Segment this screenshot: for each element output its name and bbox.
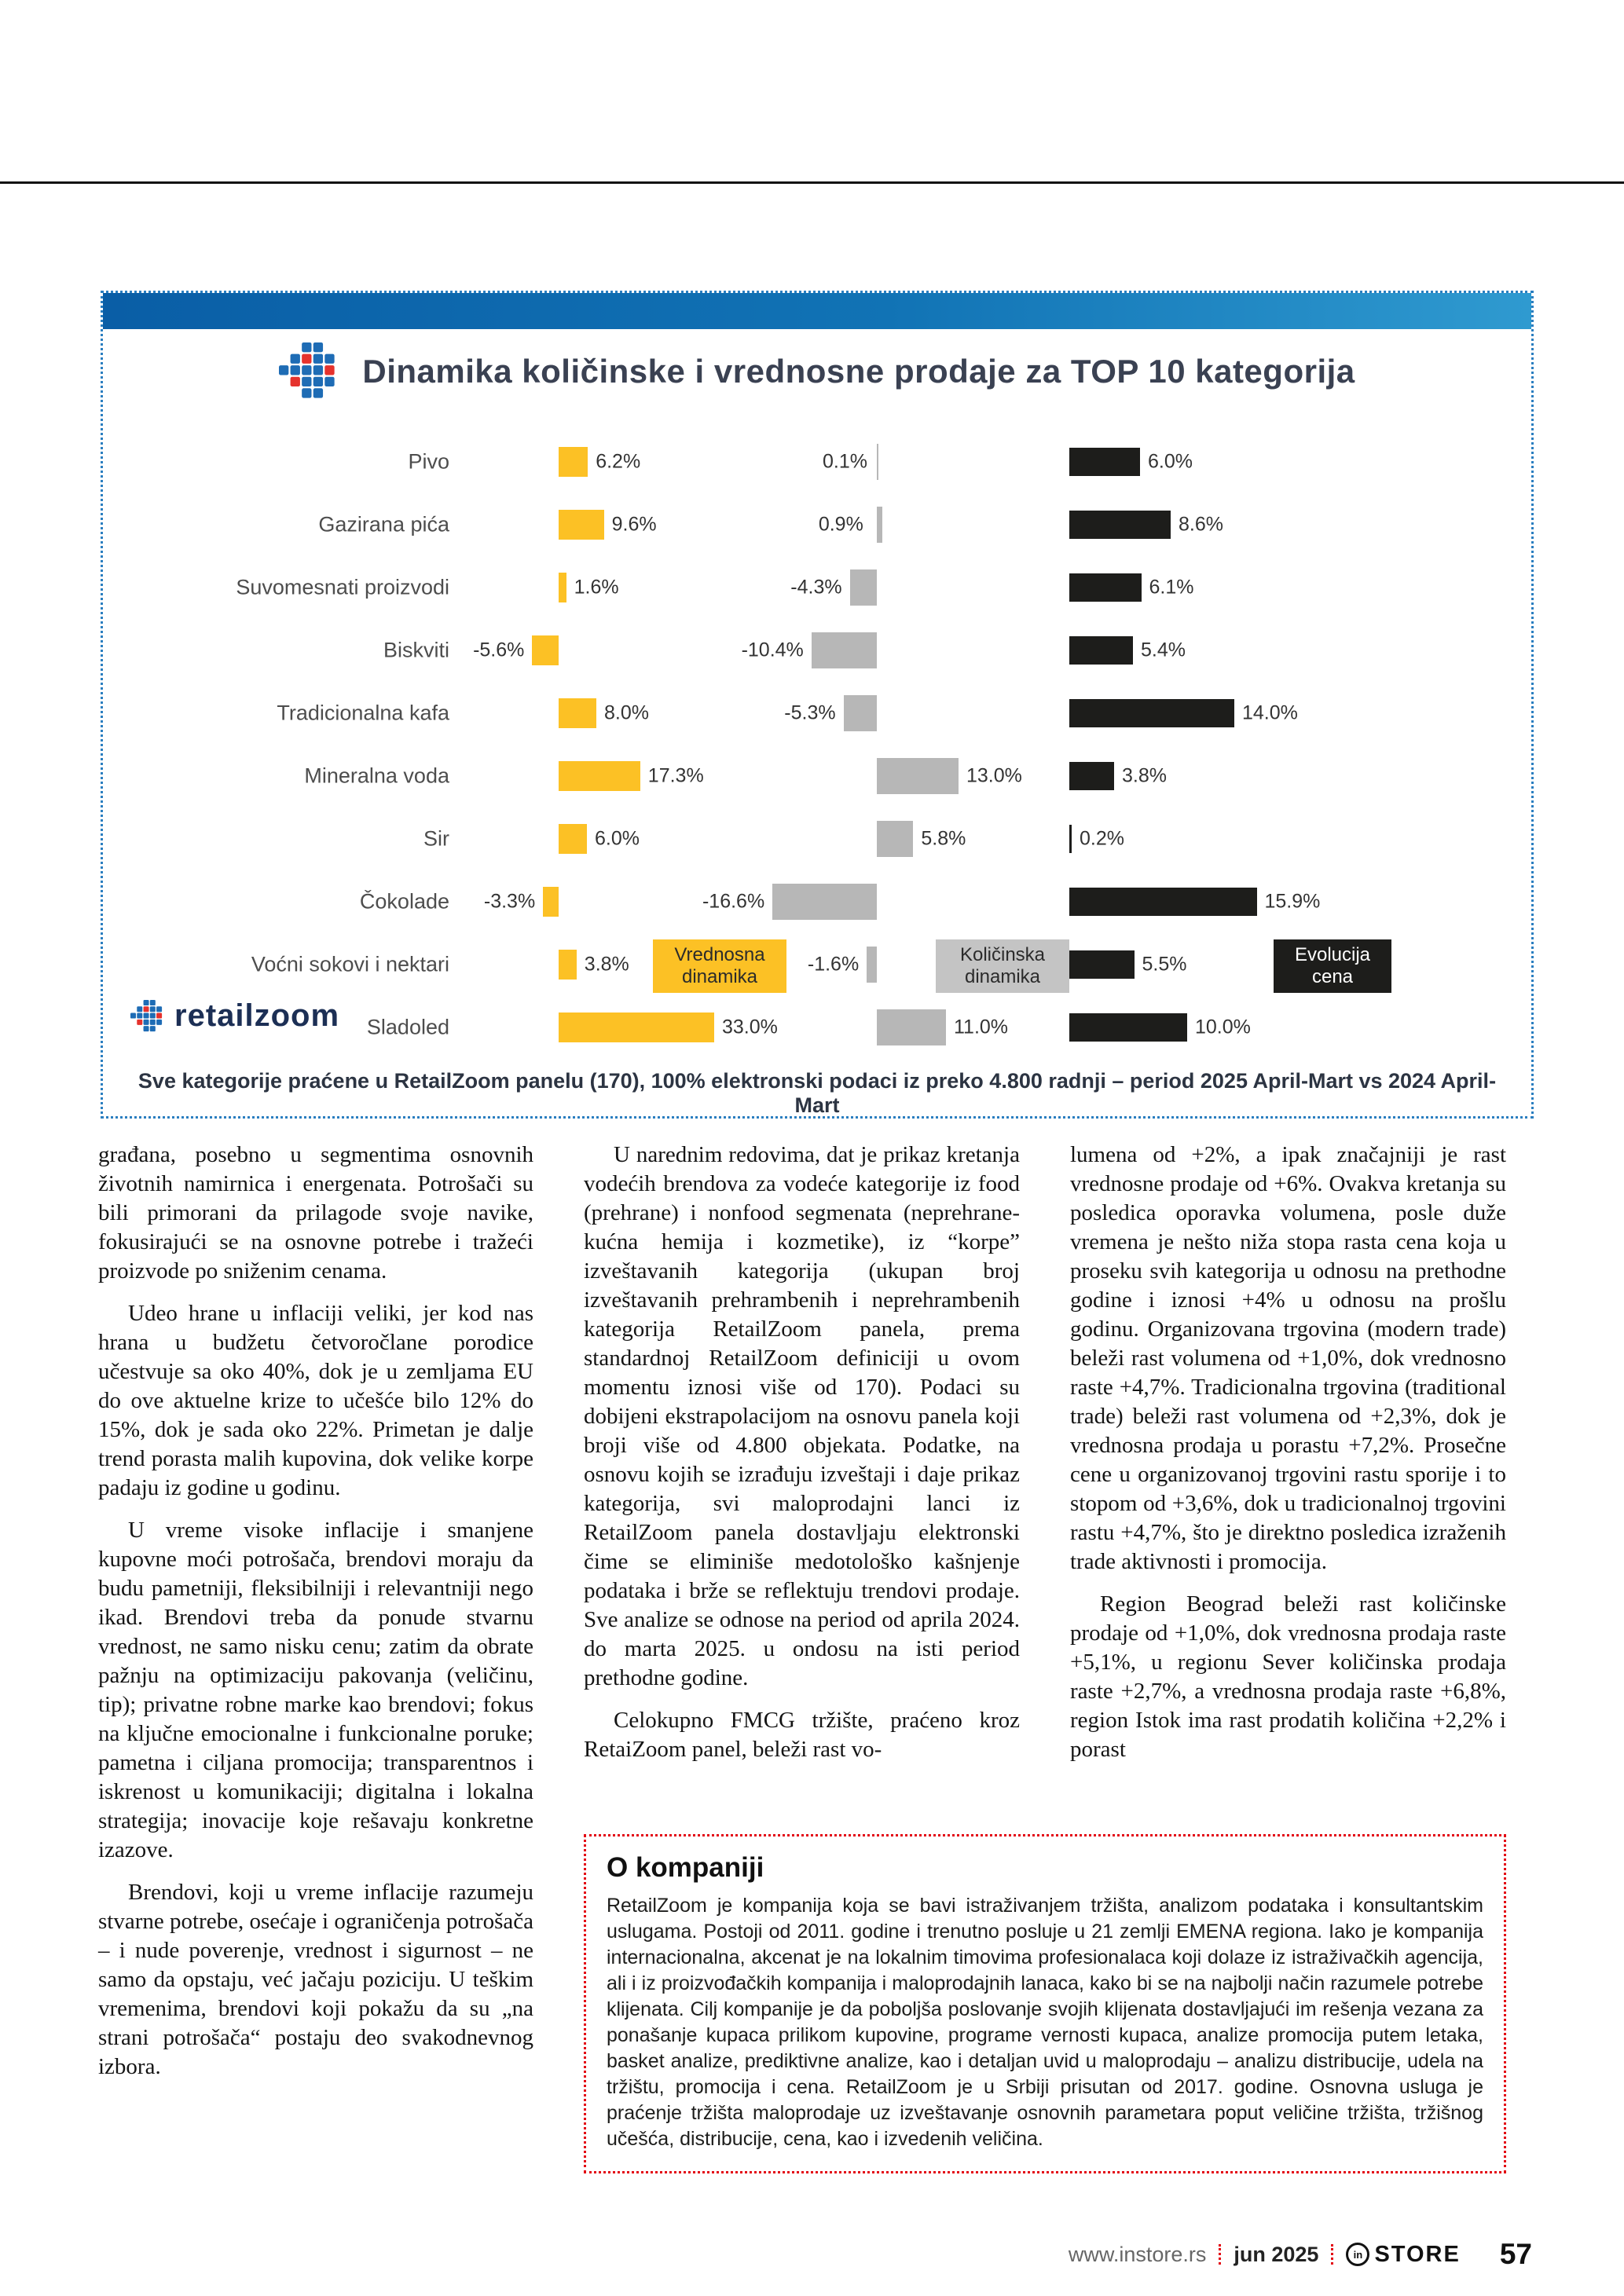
value-label: 6.0% [1148, 450, 1193, 473]
chart-title: Dinamika količinske i vrednosne prodaje za TOP 10 kategorija [362, 353, 1355, 390]
cena-bar [1069, 511, 1171, 539]
value-label: 5.5% [1142, 953, 1187, 976]
category-label: Mineralna voda [304, 764, 449, 788]
value-label: 33.0% [722, 1016, 778, 1038]
paragraph: lumena od +2%, a ipak značajniji je rast vrednosne prodaje od +6%. Ovakva kretanja su posledica oporavka volumena, posle duže vremena je nešto niža stopa rasta cena koja u proseku svih kategorija u odnosu na prethodne godine i iznosi +4% u odnosu na prošlu godinu. Organizovana trgovina (modern trade) beleži rast volumena od +1,0%, dok vrednosno raste +4,7%. Tradicionalna trgovina (traditional trade) beleži rast volumena od +2,3%, dok je vrednosna prodaja u porastu +7,2%. Prosečne cene u organizovanoj trgovini rastu sporije i to stopom od +3,6%, dok u tradicionalnoj trgovini rastu +4,7%, što je direktno posledica izraženih trade aktivnosti i promocija. [1070, 1142, 1506, 1574]
category-label: Biskviti [383, 638, 449, 662]
value-label: 5.4% [1141, 639, 1186, 661]
company-info-box [584, 1834, 1506, 2173]
chart-footnote: Sve kategorije praćene u RetailZoom panelu (170), 100% elektronski podaci iz preko 4.800 radnji – period 2025 April-Mart vs 2024 April-Mart [137, 1069, 1497, 1117]
chart-header-strip [103, 293, 1531, 329]
kolicinska-bar [772, 884, 877, 920]
paragraph: građana, posebno u segmentima osnovnih životnih namirnica i energenata. Potrošači su bili primorani da prilagode svoje navike, fokusirajući se na osnovne potrebe i tražeći proizvode po sniženim cenama. [98, 1142, 533, 1283]
chart-title-row [103, 335, 1531, 408]
cena-bar [1069, 825, 1072, 853]
value-label: 5.8% [921, 827, 966, 850]
article-column-2 [584, 1141, 1020, 1778]
article-columns-2-3 [584, 1141, 1506, 1778]
category-label: Čokolade [359, 889, 449, 914]
vrednosna-bar [543, 887, 559, 917]
cena-bar [1069, 1013, 1187, 1042]
chart-row [103, 807, 1531, 870]
paragraph: Celokupno FMCG tržište, praćeno kroz RetaiZoom panel, beleži rast vo- [584, 1708, 1020, 1762]
vrednosna-bar [559, 761, 640, 791]
cena-bar [1069, 573, 1142, 602]
value-label: -5.3% [784, 701, 836, 724]
instore-wordmark: STORE [1374, 2241, 1461, 2267]
paragraph: U narednim redovima, dat je prikaz kretanja vodećih brendova za vodeće kategorije iz food (prehrane) i nonfood segmenata (neprehrane-kućna hemija i kozmetike), iz “korpe” izveštavanih kategorija (ukupan broj izveštavanih prehrambenih i neprehrambenih kategorija RetailZoom panela, prema standardnoj RetailZoom definiciji u ovom momentu iznosi više od 170). Podaci su dobijeni ekstrapolacijom na osnovu panela koji broji više od 4.800 objekata. Podatke, na osnovu kojih se izrađuju izveštaji i daje prikaz kategorija, svi maloprodajni lanci iz RetailZoom panela dostavljaju elektronski čime se eliminiše medotološko kašnjenje podataka i brže se reflektuju trendovi prodaje. Sve analize se odnose na period od aprila 2024. do marta 2025. u ondosu na isti period prethodne godine. [584, 1142, 1020, 1690]
value-label: -3.3% [483, 890, 536, 913]
value-label: 3.8% [584, 953, 629, 976]
vrednosna-bar [559, 573, 566, 602]
cena-bar [1069, 888, 1257, 916]
value-label: 6.0% [595, 827, 640, 850]
chart-row [103, 493, 1531, 556]
vrednosna-bar [532, 635, 559, 665]
top-rule [0, 181, 1624, 184]
kolicinska-bar [877, 444, 878, 480]
chart-row [103, 430, 1531, 493]
legend-chip-vrednosna [653, 939, 786, 993]
company-box-body: RetailZoom je kompanija koja se bavi istraživanjem tržišta, analizom podataka i konsultantskim uslugama. Postoji od 2011. godine i trenutno posluje u 21 zemlji EMENA regiona. Iako je kompanija internacionalna, akcenat je na lokalnim timovima profesionalaca koji dolaze iz istraživačkih agencija, ali i iz proizvođačkih kompanija i maloprodajnih lanaca, kako bi se na najbolji način razumele potrebe klijenata. Cilj kompanije je da poboljša poslovanje svojih klijenata dostavljajući im rešenja vezana za ponašanje kupaca prilikom kupovine, programe vernosti kupaca, analize promocija putem letaka, basket analize, prediktivne analize, kao i detaljan uvid u maloprodaju – analizu distribucije, udela na tržištu, promocija i cena. RetailZoom je u Srbiji prisutan od 2017. godine. Osnovna usluga je praćenje tržišta maloprodaje uz izveštavanje osnovnih parametara poput veličine tržišta, tržišnog učešća, distribucije, cena, kao i izvedenih veličina. [607, 1895, 1483, 2150]
article-right-section [584, 1141, 1506, 2173]
value-label: 8.6% [1179, 513, 1223, 536]
value-label: -4.3% [790, 576, 842, 599]
value-label: 6.2% [596, 450, 641, 473]
value-label: 0.9% [818, 513, 863, 536]
article-column-1 [98, 1141, 533, 2173]
cena-bar [1069, 762, 1114, 790]
footer-separator [1331, 2244, 1333, 2265]
chart-row [103, 556, 1531, 619]
value-label: -10.4% [741, 639, 804, 661]
retailzoom-logo [130, 998, 339, 1034]
legend-label: Količinska dinamika [959, 944, 1046, 987]
chart-row [103, 870, 1531, 933]
kolicinska-bar [877, 1009, 946, 1045]
vrednosna-bar [559, 510, 604, 540]
value-label: 9.6% [611, 513, 657, 536]
legend-chip-kolicinska [936, 939, 1069, 993]
page-footer [1069, 2238, 1532, 2271]
legend-chip-cena [1274, 939, 1391, 993]
instore-circle-icon: in [1346, 2243, 1369, 2266]
value-label: -1.6% [807, 953, 860, 976]
category-label: Tradicionalna kafa [277, 701, 449, 725]
page-number: 57 [1499, 2238, 1532, 2270]
value-label: 10.0% [1195, 1016, 1251, 1038]
instore-logo [1346, 2242, 1460, 2268]
cena-bar [1069, 448, 1140, 476]
category-label: Sir [423, 826, 449, 851]
company-box-title: O kompaniji [607, 1852, 764, 1883]
category-label: Suvomesnati proizvodi [236, 575, 449, 599]
cena-bar [1069, 699, 1234, 727]
value-label: 8.0% [604, 701, 649, 724]
category-label: Pivo [408, 449, 449, 474]
kolicinska-bar [877, 507, 882, 543]
issue-date: jun 2025 [1234, 2242, 1319, 2266]
value-label: 15.9% [1264, 890, 1321, 913]
value-label: 0.1% [823, 450, 867, 473]
value-label: 3.8% [1122, 764, 1167, 787]
kolicinska-bar [867, 947, 877, 983]
category-label: Sladoled [366, 1015, 449, 1039]
chart-row [103, 619, 1531, 682]
chart-row [103, 682, 1531, 745]
footer-separator [1219, 2244, 1221, 2265]
value-label: 6.1% [1149, 576, 1194, 599]
category-label: Gazirana pića [318, 512, 449, 536]
legend-label: Evolucija cena [1294, 944, 1371, 987]
kolicinska-bar [850, 569, 877, 606]
kolicinska-bar [877, 758, 959, 794]
paragraph: Brendovi, koji u vreme inflacije razumeju stvarne potrebe, osećaje i ograničenja potrošača – i nude poverenje, vrednost i sigurnost – ne samo da opstaju, već jačaju poziciju. U teškim vremenima, brendovi koji pokažu da su „na strani potrošača“ postaju deo svakodnevnog izbora. [98, 1880, 533, 2079]
kolicinska-bar [844, 695, 877, 731]
vrednosna-bar [559, 1013, 714, 1042]
value-label: 1.6% [574, 576, 619, 599]
cena-bar [1069, 636, 1133, 665]
vrednosna-bar [559, 950, 577, 980]
value-label: -16.6% [702, 890, 765, 913]
kolicinska-bar [812, 632, 877, 668]
value-label: 0.2% [1080, 827, 1124, 850]
retailzoom-logo-icon [130, 1000, 163, 1033]
retailzoom-wordmark: retailzoom [174, 998, 340, 1033]
paragraph: Udeo hrane u inflaciji veliki, jer kod nas hrana u budžetu četvoročlane porodice učestvuje sa oko 40%, dok je u zemljama EU do ove aktuelne krize to učešće bilo 12% do 15%, dok je sada oko 22%. Primetan je dalje trend porasta malih kupovina, dok velike korpe padaju iz godine u godinu. [98, 1301, 533, 1500]
paragraph: U vreme visoke inflacije i smanjene kupovne moći potrošača, brendovi moraju da budu pametniji, fleksibilniji i relevantniji nego ikad. Brendovi treba da ponude stvarnu vrednost, ne samo nisku cenu; zatim da obrate pažnju na optimizaciju pakovanja (veličinu, tip); privatne robne marke kao brendovi; fokus na ključne emocionalne i funkcionalne poruke; pametna i ciljana promocija; transparentnos i iskrenost u komunikaciji; digitalna i lokalna strategija; inovacije koje rešavaju konkretne izazove. [98, 1518, 533, 1862]
value-label: 13.0% [966, 764, 1022, 787]
article-body [98, 1141, 1506, 2173]
vrednosna-bar [559, 824, 587, 854]
value-label: -5.6% [473, 639, 525, 661]
vrednosna-bar [559, 698, 596, 728]
article-column-3 [1070, 1141, 1506, 1778]
legend-label: Vrednosna dinamika [674, 944, 765, 987]
value-label: 17.3% [647, 764, 704, 787]
value-label: 14.0% [1242, 701, 1298, 724]
paragraph: Region Beograd beleži rast količinske prodaje od +1,0%, dok vrednosna prodaja raste +5,1%, u regionu Sever količinska prodaja raste +2,7%, a vrednosna prodaja raste +6,8%, region Istok ima rast prodatih količina +2,2% i porast [1070, 1591, 1506, 1762]
chart-panel [101, 291, 1534, 1119]
cena-bar [1069, 950, 1135, 979]
kolicinska-bar [877, 821, 913, 857]
category-label: Voćni sokovi i nektari [251, 952, 449, 976]
website-url: www.instore.rs [1068, 2242, 1207, 2266]
vrednosna-bar [559, 447, 588, 477]
retailzoom-logo-icon [279, 342, 337, 401]
value-label: 11.0% [954, 1016, 1009, 1038]
chart-row [103, 745, 1531, 807]
